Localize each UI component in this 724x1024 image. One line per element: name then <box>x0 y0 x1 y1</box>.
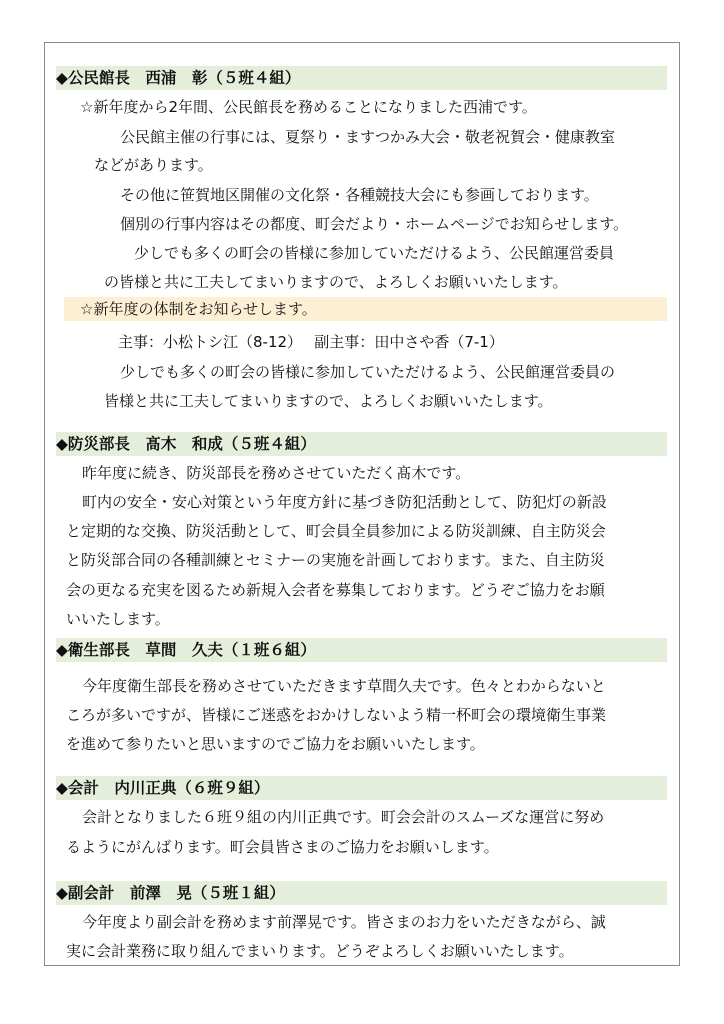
paragraph-line: 会計となりました６班９組の内川正典です。町会会計のスムーズな運営に努め <box>82 808 605 826</box>
paragraph-line: るようにがんばります。町会員皆さまのご協力をお願いします。 <box>66 838 499 856</box>
paragraph-line: 少しでも多くの町会の皆様に参加していただけるよう、公民館運営委員 <box>134 244 615 262</box>
paragraph-line: その他に笹賀地区開催の文化祭・各種競技大会にも参画しております。 <box>120 186 599 204</box>
paragraph-line: ☆新年度から2年間、公民館長を務めることになりました西浦です。 <box>80 98 537 116</box>
section-subheading-taisei <box>64 297 667 321</box>
paragraph-line: 皆様と共に工夫してまいりますので、よろしくお願いいたします。 <box>104 392 553 410</box>
section-heading-kaikei: ◆会計 内川正典（６班９組） <box>56 776 667 800</box>
staff-line: 主事：小松トシ江（8-12） 副主事：田中さや香（7-1） <box>118 333 504 351</box>
section-heading-fukukaikei: ◆副会計 前澤 晃（５班１組） <box>56 881 667 905</box>
paragraph-line: 町内の安全・安心対策という年度方針に基づき防犯活動として、防犯灯の新設 <box>82 493 607 511</box>
section-heading-bousai: ◆防災部長 髙木 和成（５班４組） <box>56 432 667 456</box>
paragraph-line: と防災部合同の各種訓練とセミナーの実施を計画しております。また、自主防災 <box>66 551 605 569</box>
paragraph-line: 少しでも多くの町会の皆様に参加していただけるよう、公民館運営委員の <box>120 363 616 381</box>
paragraph-line: を進めて参りたいと思いますのでご協力をお願いいたします。 <box>66 735 485 753</box>
paragraph-line: 昨年度に続き、防災部長を務めさせていただく髙木です。 <box>82 464 471 482</box>
paragraph-line: 個別の行事内容はその都度、町会だより・ホームページでお知らせします。 <box>120 215 629 233</box>
paragraph-line: などがあります。 <box>94 156 213 174</box>
paragraph-line: の皆様と共に工夫してまいりますので、よろしくお願いいたします。 <box>104 273 568 291</box>
paragraph-line: 会の更なる充実を図るため新規入会者を募集しております。どうぞご協力をお願 <box>66 581 605 599</box>
subheading-text: ☆新年度の体制をお知らせします。 <box>80 300 317 318</box>
paragraph-line: と定期的な交換、防災活動として、町会員全員参加による防災訓練、自主防災会 <box>66 522 606 540</box>
paragraph-line: 今年度衛生部長を務めさせていただきます草間久夫です。色々とわからないと <box>82 677 606 695</box>
paragraph-line: いいたします。 <box>66 610 170 628</box>
paragraph-line: 今年度より副会計を務めます前澤晃です。皆さまのお力をいただきながら、誠 <box>82 913 606 931</box>
paragraph-line: 実に会計業務に取り組んでまいります。どうぞよろしくお願いいたします。 <box>66 942 574 960</box>
section-heading-kouminkan: ◆公民館長 西浦 彰（５班４組） <box>56 66 667 90</box>
paragraph-line: ころが多いですが、皆様にご迷惑をおかけしないよう精一杯町会の環境衛生事業 <box>66 706 607 724</box>
paragraph-line: 公民館主催の行事には、夏祭り・ますつかみ大会・敬老祝賀会・健康教室 <box>120 128 616 146</box>
section-heading-eisei: ◆衛生部長 草間 久夫（１班６組） <box>56 638 667 662</box>
